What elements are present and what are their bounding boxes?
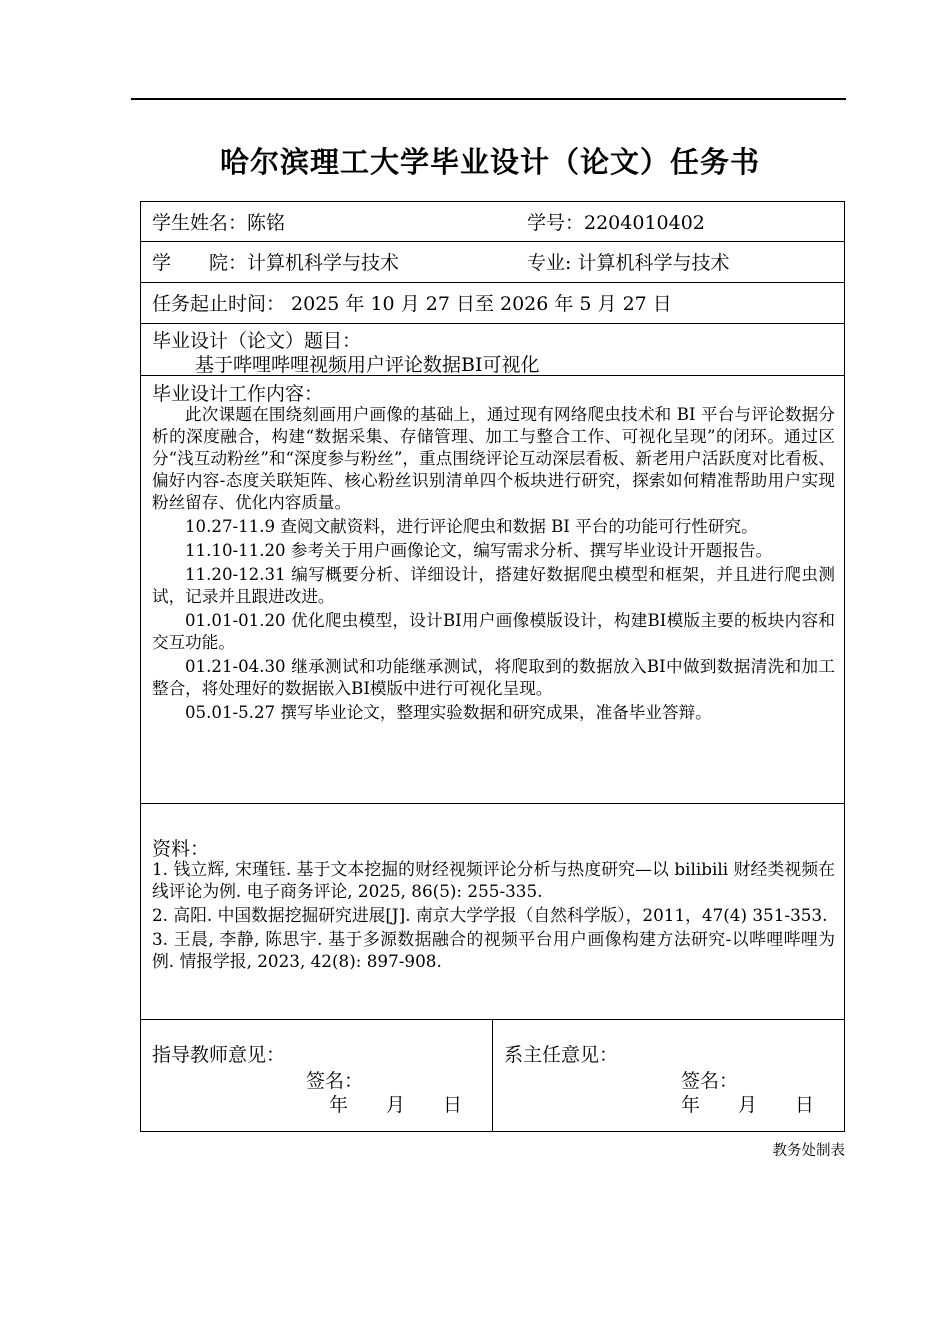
schedule-item: 11.10-11.20 参考关于用户画像论文，编写需求分析、撰写毕业设计开题报告。 <box>185 541 773 560</box>
page-title: 哈尔滨理工大学毕业设计（论文）任务书 <box>219 145 760 179</box>
schedule-item: 11.20-12.31 编写概要分析、详细设计，搭建好数据爬虫模型和框架，并且进行爬虫测试，记录并且跟进改进。 <box>152 565 835 606</box>
advisor-sign-label: 签名： <box>306 1070 364 1092</box>
top-rule <box>131 98 846 100</box>
college-row <box>141 242 844 283</box>
task-form <box>140 201 845 1132</box>
student-name: 学生姓名：陈铭 <box>152 212 286 234</box>
footer-note: 教务处制表 <box>772 1143 845 1159</box>
advisor-date: 年 月 日 <box>329 1094 463 1116</box>
reference-item: 1. 钱立辉, 宋瑾钰. 基于文本挖掘的财经视频评论分析与热度研究—以 bilibili 财经类视频在线评论为例. 电子商务评论, 2025, 86(5): 255-335. <box>152 859 835 901</box>
student-id: 学号：2204010402 <box>527 212 705 234</box>
advisor-opinion-label: 指导教师意见： <box>152 1044 286 1066</box>
references-list <box>152 858 835 972</box>
head-opinion-label: 系主任意见： <box>504 1044 619 1066</box>
schedule-item: 01.21-04.30 继承测试和功能继承测试，将爬取到的数据放入BI中做到数据清洗和加工整合，将处理好的数据嵌入BI模版中进行可视化呈现。 <box>152 657 835 698</box>
content-label: 毕业设计工作内容： <box>152 383 324 405</box>
schedule-item: 05.01-5.27 撰写毕业论文，整理实验数据和研究成果，准备毕业答辩。 <box>185 703 712 722</box>
head-date: 年 月 日 <box>681 1094 815 1116</box>
reference-item: 2. 高阳. 中国数据挖掘研究进展[J]. 南京大学学报（自然科学版），2011，47(4) 351-353. <box>152 905 828 925</box>
head-sign-label: 签名： <box>681 1070 739 1092</box>
topic-text: 基于哔哩哔哩视频用户评论数据BI可视化 <box>195 354 540 376</box>
period-row <box>141 283 844 324</box>
college: 学 院：计算机科学与技术 <box>152 252 400 274</box>
task-period: 任务起止时间： 2025 年 10 月 27 日至 2026 年 5 月 27 日 <box>152 293 672 315</box>
schedule-item: 10.27-11.9 查阅文献资料，进行评论爬虫和数据 BI 平台的功能可行性研究。 <box>185 517 758 536</box>
topic-label: 毕业设计（论文）题目： <box>152 330 362 352</box>
opinion-divider <box>492 1020 493 1132</box>
references-label: 资料： <box>152 838 210 860</box>
topic-row <box>141 324 844 376</box>
content-paragraph: 此次课题在围绕刻画用户画像的基础上，通过现有网络爬虫技术和 BI 平台与评论数据分析的深度融合，构建“数据采集、存储管理、加工与整合工作、可视化呈现”的闭环。通过区分“浅互动粉丝”和“深度参与粉丝”，重点围绕评论互动深层看板、新老用户活跃度对比看板、偏好内容-态度关联矩阵、核心粉丝识别清单四个板块进行研究，探索如何精准帮助用户实现粉丝留存、优化内容质量。 <box>152 405 835 512</box>
content-body <box>152 404 835 724</box>
content-row <box>141 376 844 804</box>
schedule-item: 01.01-01.20 优化爬虫模型，设计BI用户画像模版设计，构建BI模版主要的板块内容和交互功能。 <box>152 611 835 652</box>
major: 专业: 计算机科学与技术 <box>527 252 730 274</box>
references-row <box>141 804 844 1020</box>
student-row <box>141 202 844 242</box>
reference-item: 3. 王晨, 李静, 陈思宇. 基于多源数据融合的视频平台用户画像构建方法研究-以哔哩哔哩为例. 情报学报, 2023, 42(8): 897-908. <box>152 929 835 971</box>
